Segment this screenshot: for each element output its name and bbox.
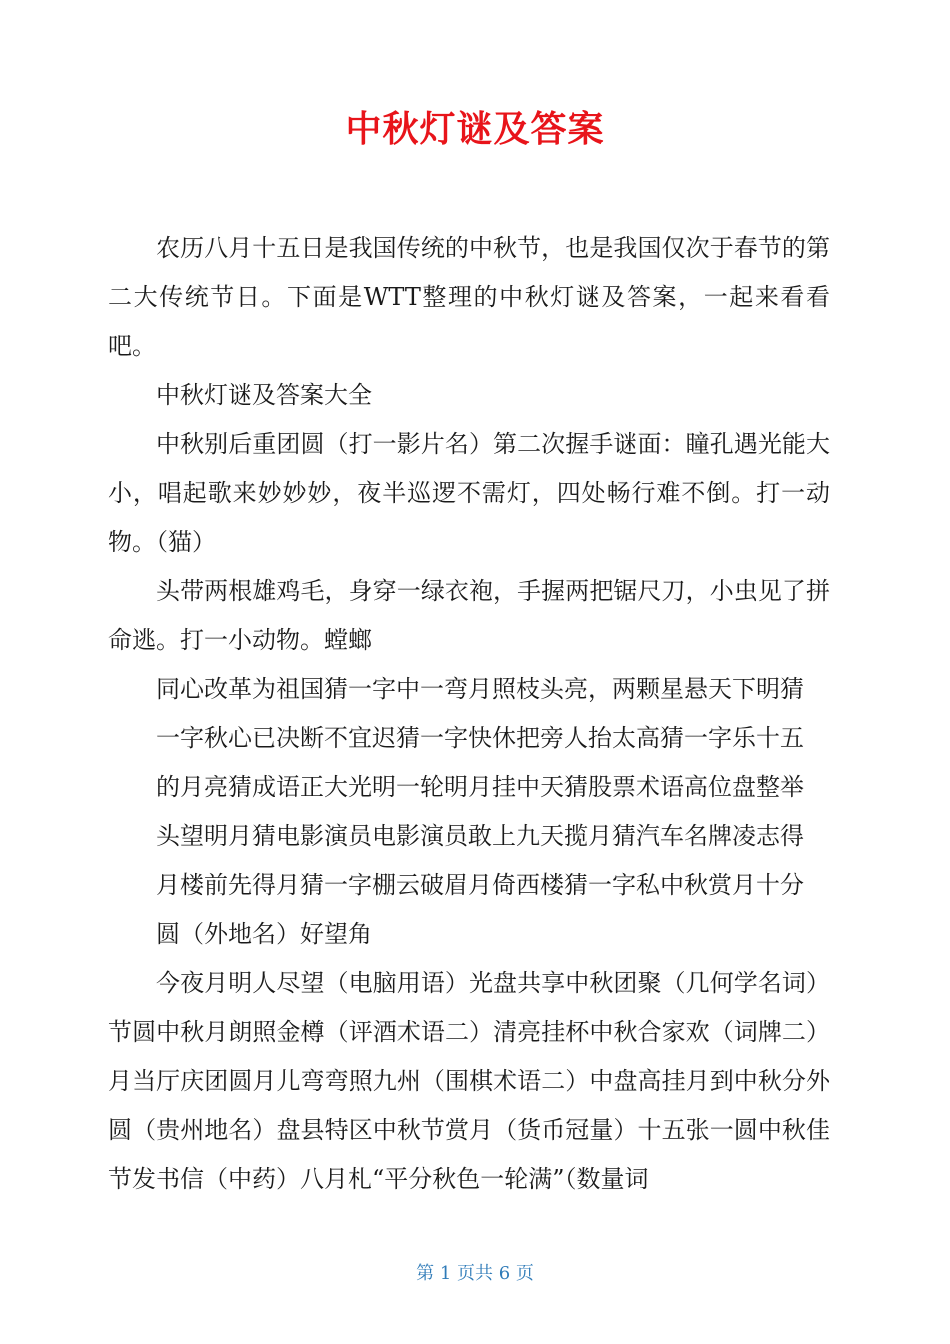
riddle-line: 同心改革为祖国猜一字中一弯月照枝头亮，两颗星悬天下明猜 <box>156 675 804 703</box>
riddle-line: 月楼前先得月猜一字棚云破眉月倚西楼猜一字私中秋赏月十分 <box>156 871 804 899</box>
section-heading: 中秋灯谜及答案大全 <box>156 381 372 409</box>
riddle-line: 圆（外地名）好望角 <box>156 920 372 948</box>
intro-paragraph: 农历八月十五日是我国传统的中秋节，也是我国仅次于春节的第二大传统节日。下面是WTT整理的中秋灯谜及答案，一起来看看吧。 <box>108 234 830 360</box>
riddle-paragraph-mantis: 头带两根雄鸡毛，身穿一绿衣袍，手握两把锯尺刀，小虫见了拼命逃。打一小动物。螳螂 <box>108 577 830 654</box>
page-number-footer: 第 1 页共 6 页 <box>416 1263 534 1284</box>
riddle-line: 一字秋心已决断不宜迟猜一字快休把旁人抬太高猜一字乐十五 <box>156 724 804 752</box>
riddle-list-block <box>108 665 830 959</box>
document-title: 中秋灯谜及答案 <box>345 109 605 150</box>
document-body <box>108 224 830 1204</box>
riddle-paragraph-terms: 今夜月明人尽望（电脑用语）光盘共享中秋团聚（几何学名词）节圆中秋月朗照金樽（评酒术语二）清亮挂杯中秋合家欢（词牌二）月当厅庆团圆月儿弯弯照九州（围棋术语二）中盘高挂月到中秋分外圆（贵州地名）盘县特区中秋节赏月（货币冠量）十五张一圆中秋佳节发书信（中药）八月札“平分秋色一轮满”（数量词 <box>108 969 830 1193</box>
riddle-line: 头望明月猜电影演员电影演员敢上九天揽月猜汽车名牌凌志得 <box>156 822 804 850</box>
riddle-paragraph-cat: 中秋别后重团圆（打一影片名）第二次握手谜面：瞳孔遇光能大小，唱起歌来妙妙妙，夜半巡逻不需灯，四处畅行难不倒。打一动物。（猫） <box>108 430 830 556</box>
riddle-line: 的月亮猜成语正大光明一轮明月挂中天猜股票术语高位盘整举 <box>156 773 804 801</box>
